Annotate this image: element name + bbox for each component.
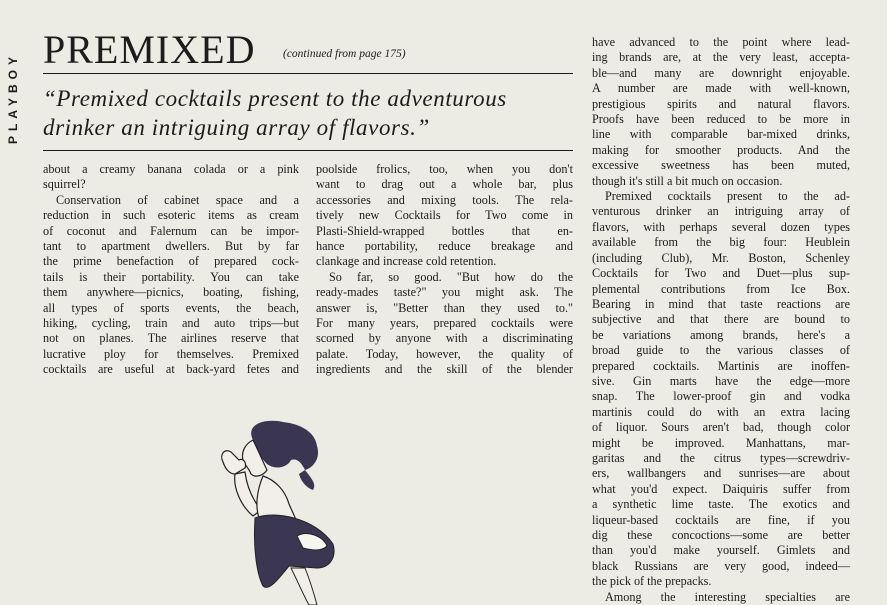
text-line: want to drag out a whole bar, plus: [316, 177, 573, 192]
text-line: Conservation of cabinet space and a: [56, 192, 299, 207]
text-line: squirrel?: [43, 177, 86, 192]
text-line: scorned by anyone with a discriminating: [316, 331, 573, 346]
text-line: Cocktails for Two and Duet—plus sup-: [592, 266, 850, 281]
text-line: ready-mades taste?" you might ask. The: [316, 285, 573, 300]
text-line: prestigious spirits and natural flavors.: [592, 96, 850, 111]
text-line: Proofs have been reduced to be more in: [592, 112, 850, 127]
text-line: black Russians are very good, indeed—: [592, 558, 850, 573]
text-line: palate. Today, however, the quality of: [316, 346, 573, 361]
text-line: broad guide to the various classes of: [592, 343, 850, 358]
quote-rule: [43, 150, 573, 151]
text-line: all types of sports events, the beach,: [43, 300, 299, 315]
text-line: garitas and the citrus types—screwdriv-: [592, 450, 850, 465]
text-line: have advanced to the point where lead-: [592, 35, 850, 49]
text-line: of liquor. Sours aren't bad, though color: [592, 420, 850, 435]
text-line: cocktails are useful at back-yard fetes and: [43, 362, 299, 377]
text-line: excessive sweetness has been muted,: [592, 158, 850, 173]
text-line: reduction in such esoteric items as cream: [43, 208, 299, 223]
text-line: available from the big four: Heublein: [592, 235, 850, 250]
text-line: the pick of the prepacks.: [592, 574, 712, 589]
text-line: answer is, "Better than they used to.": [316, 300, 573, 315]
text-line: So far, so good. "But how do the: [329, 269, 573, 284]
text-line: prepared cocktails. Martinis are inoffen-: [592, 358, 850, 373]
column-3: [592, 35, 850, 605]
text-line: A number are made with well-known,: [592, 81, 850, 96]
text-line: dig these concoctions—some are better: [592, 528, 850, 542]
column-1: [43, 162, 299, 378]
text-line: them anywhere—picnics, boating, fishing,: [43, 285, 299, 300]
title-rule: [43, 73, 573, 74]
text-line: plemental contributions from Ice Box.: [592, 281, 850, 296]
text-line: Plasti-Shield-wrapped bottles that en-: [316, 223, 573, 238]
text-line: venturous drinker an intriguing array of: [592, 204, 850, 219]
text-line: accessories and mixing tools. The rela-: [316, 192, 573, 207]
text-line: For many years, prepared cocktails were: [316, 316, 573, 331]
text-line: ing brands are, at the very least, accepta-: [592, 50, 850, 65]
text-line: hiking, cycling, train and auto trips—but: [43, 316, 299, 331]
text-line: though it's still a bit much on occasion.: [592, 173, 783, 188]
text-line: the prime benefaction of prepared cock-: [43, 254, 299, 269]
text-line: tively new Cocktails for Two come in: [316, 208, 573, 223]
magazine-name: PLAYBOY: [6, 52, 20, 144]
text-line: lucrative ploy for themselves. Premixed: [43, 346, 299, 361]
text-line: martinis could do with an extra lacing: [592, 404, 850, 419]
text-line: poolside frolics, too, when you don't: [316, 162, 573, 176]
text-line: ers, wallbangers and sunrises—are about: [592, 466, 850, 481]
text-line: sive. Gin marts have the edge—more: [592, 373, 850, 388]
column-2: [316, 162, 573, 378]
text-line: than you'd make yourself. Gimlets and: [592, 543, 850, 558]
text-line: ingredients and the skill of the blender: [316, 362, 573, 377]
continued-note: (continued from page 175): [283, 48, 406, 60]
pull-quote: “Premixed cocktails present to the adventurous drinker an intriguing array of flavors.”: [43, 86, 507, 140]
text-line: ble—and many are downright enjoyable.: [592, 65, 850, 80]
text-line: Bearing in mind that taste reactions are: [592, 296, 850, 311]
cartoon-woman-illustration: [205, 418, 355, 605]
text-line: flavors, with perhaps several dozen types: [592, 219, 850, 234]
text-line: not on planes. The airlines reserve that: [43, 331, 299, 346]
text-line: subjective and that there are bound to: [592, 312, 850, 327]
text-line: line with comparable bar-mixed drinks,: [592, 127, 850, 142]
text-line: tant to apartment dwellers. But by far: [43, 239, 299, 254]
text-line: of coconut and Falernum can be impor-: [43, 223, 299, 238]
text-line: liqueur-based cocktails are fine, if you: [592, 512, 850, 527]
text-line: be variations among brands, here's a: [592, 327, 850, 342]
text-line: making for smoother products. And the: [592, 142, 850, 157]
text-line: (including Club), Mr. Boston, Schenley: [592, 250, 850, 265]
text-line: might be improved. Manhattans, mar-: [592, 435, 850, 450]
text-line: snap. The lower-proof gin and vodka: [592, 389, 850, 404]
text-line: Among the interesting specialties are: [605, 589, 850, 604]
text-line: what you'd expect. Daiquiris suffer from: [592, 481, 850, 496]
text-line: about a creamy banana colada or a pink: [43, 162, 299, 176]
text-line: tails is their portability. You can take: [43, 269, 299, 284]
article-title: PREMIXED: [43, 27, 256, 72]
text-line: hance portability, reduce breakage and: [316, 239, 573, 254]
text-line: clankage and increase cold retention.: [316, 254, 497, 269]
text-line: a synthetic lime taste. The exotics and: [592, 497, 850, 512]
text-line: Premixed cocktails present to the ad-: [605, 189, 850, 204]
